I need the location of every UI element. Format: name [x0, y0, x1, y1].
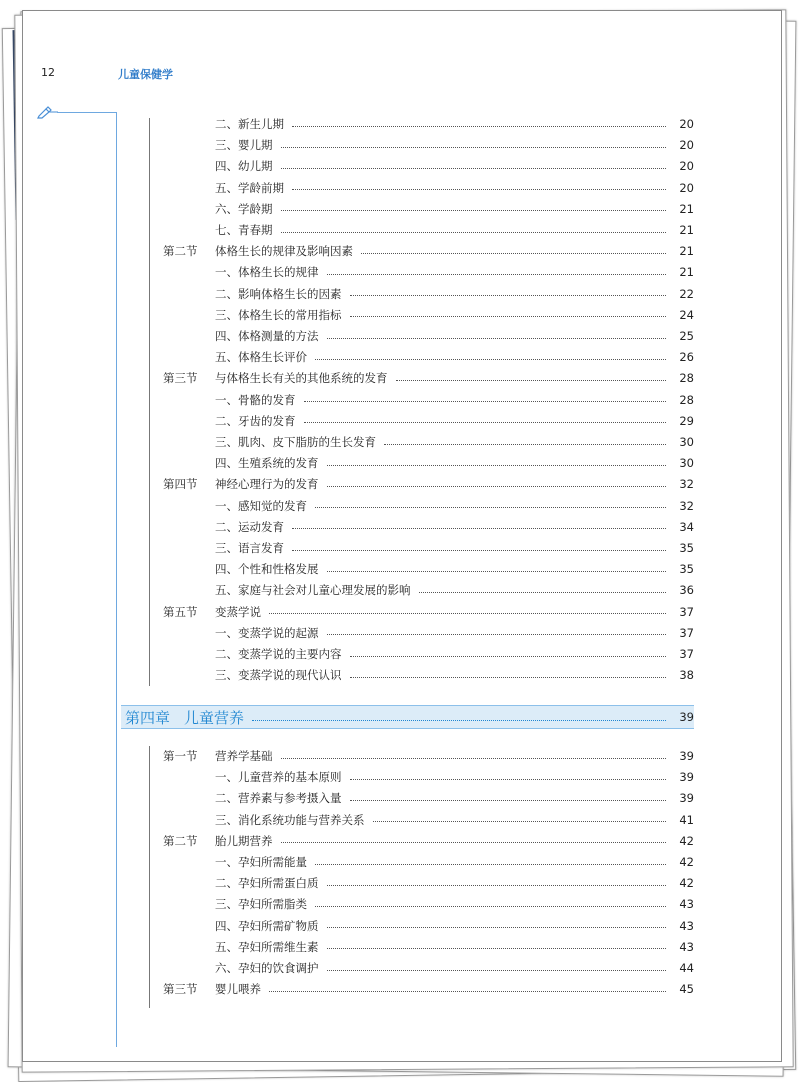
page-ref: 32: [679, 477, 694, 492]
page-ref: 45: [679, 982, 694, 997]
dot-leader: [281, 147, 667, 148]
dot-leader: [350, 316, 667, 317]
dot-leader: [281, 210, 667, 211]
entry-title: 二、影响体格生长的因素: [215, 286, 342, 301]
dot-leader: [361, 253, 666, 254]
page-ref: 42: [679, 855, 694, 869]
entry-title: 三、体格生长的常用指标: [215, 307, 342, 322]
toc-entry-row[interactable]: [163, 958, 694, 978]
toc-rule: [149, 118, 150, 686]
dot-leader: [304, 401, 667, 402]
entry-title: 五、孕妇所需维生素: [215, 939, 319, 954]
page-ref: 26: [679, 350, 694, 365]
entry-title: 一、体格生长的规律: [215, 265, 319, 280]
chapter-heading[interactable]: [121, 705, 694, 729]
entry-title: 三、变蒸学说的现代认识: [215, 668, 342, 683]
toc-section-row[interactable]: [163, 368, 694, 388]
dot-leader: [419, 592, 667, 593]
toc-entry-row[interactable]: [163, 496, 694, 516]
dot-leader: [292, 550, 666, 551]
page-ref: 39: [679, 749, 694, 763]
entry-title: 二、新生儿期: [215, 117, 284, 131]
entry-title: 神经心理行为的发育: [215, 477, 319, 492]
toc-entry-row[interactable]: [163, 788, 694, 808]
toc-entry-row[interactable]: [163, 767, 694, 787]
toc-section-row[interactable]: [163, 602, 694, 622]
entry-title: 四、体格测量的方法: [215, 329, 319, 343]
toc-entry-row[interactable]: [163, 538, 694, 558]
page-ref: 43: [679, 918, 694, 933]
toc-entry-row[interactable]: [163, 580, 694, 600]
page-ref: 39: [679, 791, 694, 806]
entry-title: 婴儿喂养: [215, 982, 261, 997]
dot-leader: [327, 634, 667, 635]
running-title: 儿童保健学: [118, 68, 173, 81]
entry-title: 三、肌肉、皮下脂肪的生长发育: [215, 435, 376, 449]
chapter-page: 39: [679, 710, 694, 724]
entry-title: 五、学龄前期: [215, 180, 284, 195]
dot-leader: [315, 507, 666, 508]
page-ref: 20: [679, 180, 694, 195]
entry-title: 三、婴儿期: [215, 138, 273, 153]
toc-entry-row[interactable]: [163, 284, 694, 304]
toc-entry-row[interactable]: [163, 623, 694, 643]
dot-leader: [396, 380, 667, 381]
page-ref: 43: [679, 897, 694, 912]
page-ref: 43: [679, 939, 694, 954]
entry-title: 营养学基础: [215, 749, 273, 763]
toc-entry-row[interactable]: [163, 916, 694, 936]
toc-entry-row[interactable]: [163, 305, 694, 325]
toc-entry-row[interactable]: [163, 156, 694, 176]
section-label: 第四节: [163, 477, 198, 492]
page-number: 12: [41, 66, 55, 79]
entry-title: 六、孕妇的饮食调护: [215, 961, 319, 975]
toc-page: [22, 10, 782, 1062]
toc-section-row[interactable]: [163, 474, 694, 494]
entry-title: 三、孕妇所需脂类: [215, 897, 307, 912]
dot-leader: [327, 970, 667, 971]
page-ref: 21: [679, 201, 694, 216]
page-ref: 30: [679, 435, 694, 449]
toc-entry-row[interactable]: [163, 559, 694, 579]
toc-entry-row[interactable]: [163, 390, 694, 410]
entry-title: 一、儿童营养的基本原则: [215, 770, 342, 785]
dot-leader: [327, 927, 667, 928]
entry-title: 五、体格生长评价: [215, 350, 307, 365]
entry-title: 一、骨骼的发育: [215, 392, 296, 407]
entry-title: 二、运动发育: [215, 519, 284, 534]
toc-section-row[interactable]: [163, 241, 694, 261]
toc-entry-row[interactable]: [163, 644, 694, 664]
page-ref: 35: [679, 541, 694, 555]
page-ref: 30: [679, 456, 694, 471]
dot-leader: [281, 168, 667, 169]
entry-title: 七、青春期: [215, 223, 273, 237]
dot-leader: [327, 885, 667, 886]
dot-leader: [281, 842, 667, 843]
entry-title: 变蒸学说: [215, 604, 261, 619]
page-ref: 21: [679, 265, 694, 280]
page-ref: 39: [679, 770, 694, 785]
section-label: 第二节: [163, 244, 198, 259]
pencil-icon: [37, 105, 59, 119]
page-ref: 29: [679, 413, 694, 428]
entry-title: 三、语言发育: [215, 541, 284, 555]
entry-title: 六、学龄期: [215, 201, 273, 216]
page-ref: 42: [679, 833, 694, 848]
entry-title: 二、变蒸学说的主要内容: [215, 647, 342, 661]
section-label: 第三节: [163, 371, 198, 386]
dot-leader: [327, 465, 667, 466]
page-ref: 28: [679, 392, 694, 407]
dot-leader: [327, 571, 667, 572]
dot-leader: [373, 821, 667, 822]
dot-leader: [350, 295, 667, 296]
page-ref: 28: [679, 371, 694, 386]
toc-entry-row[interactable]: [163, 810, 694, 830]
dot-leader: [292, 126, 666, 127]
entry-title: 一、变蒸学说的起源: [215, 625, 319, 640]
entry-title: 二、孕妇所需蛋白质: [215, 876, 319, 891]
dot-leader: [269, 613, 666, 614]
toc-entry-row[interactable]: [163, 347, 694, 367]
toc-section-row[interactable]: [163, 831, 694, 851]
page-ref: 36: [679, 583, 694, 598]
page-ref: 20: [679, 159, 694, 174]
toc-entry-row[interactable]: [163, 517, 694, 537]
section-label: 第五节: [163, 604, 198, 619]
section-label: 第一节: [163, 749, 198, 763]
page-ref: 21: [679, 244, 694, 259]
dot-leader: [350, 800, 667, 801]
page-ref: 35: [679, 562, 694, 577]
page-ref: 44: [679, 961, 694, 975]
page-ref: 25: [679, 329, 694, 343]
page-ref: 37: [679, 647, 694, 661]
entry-title: 一、孕妇所需能量: [215, 855, 307, 869]
toc-entry-row[interactable]: [163, 199, 694, 219]
page-ref: 21: [679, 223, 694, 237]
toc-entry-row[interactable]: [163, 873, 694, 893]
entry-title: 四、个性和性格发展: [215, 562, 319, 577]
dot-leader: [252, 720, 666, 721]
dot-leader: [384, 444, 666, 445]
toc-entry-row[interactable]: [163, 411, 694, 431]
section-label: 第三节: [163, 982, 198, 997]
entry-title: 四、孕妇所需矿物质: [215, 918, 319, 933]
toc-entry-row[interactable]: [163, 852, 694, 872]
page-ref: 32: [679, 498, 694, 513]
toc-rule: [149, 746, 150, 1008]
page-ref: 34: [679, 519, 694, 534]
entry-title: 三、消化系统功能与营养关系: [215, 812, 365, 827]
dot-leader: [281, 232, 667, 233]
entry-title: 胎儿期营养: [215, 833, 273, 848]
page-ref: 20: [679, 138, 694, 153]
toc-section-row[interactable]: [163, 746, 694, 766]
section-label: 第二节: [163, 833, 198, 848]
dot-leader: [315, 359, 666, 360]
toc-entry-row[interactable]: [163, 135, 694, 155]
dot-leader: [327, 338, 667, 339]
toc-entry-row[interactable]: [163, 937, 694, 957]
margin-rule: [116, 112, 117, 1047]
chapter-number: 第四章: [125, 708, 171, 727]
entry-title: 五、家庭与社会对儿童心理发展的影响: [215, 583, 411, 598]
dot-leader: [327, 948, 667, 949]
chapter-title: 儿童营养: [184, 708, 245, 727]
margin-rule: [57, 112, 117, 113]
page-ref: 38: [679, 668, 694, 683]
dot-leader: [292, 528, 666, 529]
page-ref: 22: [679, 286, 694, 301]
toc-entry-row[interactable]: [163, 262, 694, 282]
toc-entry-row[interactable]: [163, 453, 694, 473]
entry-title: 一、感知觉的发育: [215, 498, 307, 513]
toc-entry-row[interactable]: [163, 178, 694, 198]
entry-title: 四、生殖系统的发育: [215, 456, 319, 471]
entry-title: 与体格生长有关的其他系统的发育: [215, 371, 388, 386]
dot-leader: [292, 189, 666, 190]
dot-leader: [304, 422, 667, 423]
page-ref: 37: [679, 625, 694, 640]
page-ref: 24: [679, 307, 694, 322]
page-ref: 37: [679, 604, 694, 619]
dot-leader: [327, 486, 667, 487]
entry-title: 四、幼儿期: [215, 159, 273, 174]
dot-leader: [315, 906, 666, 907]
dot-leader: [327, 274, 667, 275]
toc-entry-row[interactable]: [163, 894, 694, 914]
page-ref: 41: [679, 812, 694, 827]
dot-leader: [350, 779, 667, 780]
toc-section-row[interactable]: [163, 979, 694, 999]
entry-title: 二、营养素与参考摄入量: [215, 791, 342, 806]
toc-entry-row[interactable]: [163, 432, 694, 452]
toc-entry-row[interactable]: [163, 326, 694, 346]
entry-title: 体格生长的规律及影响因素: [215, 244, 353, 259]
dot-leader: [269, 991, 666, 992]
dot-leader: [315, 864, 666, 865]
toc-entry-row[interactable]: [163, 665, 694, 685]
dot-leader: [281, 758, 667, 759]
toc-entry-row[interactable]: [163, 220, 694, 240]
dot-leader: [350, 656, 667, 657]
entry-title: 二、牙齿的发育: [215, 413, 296, 428]
dot-leader: [350, 677, 667, 678]
page-ref: 42: [679, 876, 694, 891]
toc-entry-row[interactable]: [163, 114, 694, 134]
page-ref: 20: [679, 117, 694, 131]
